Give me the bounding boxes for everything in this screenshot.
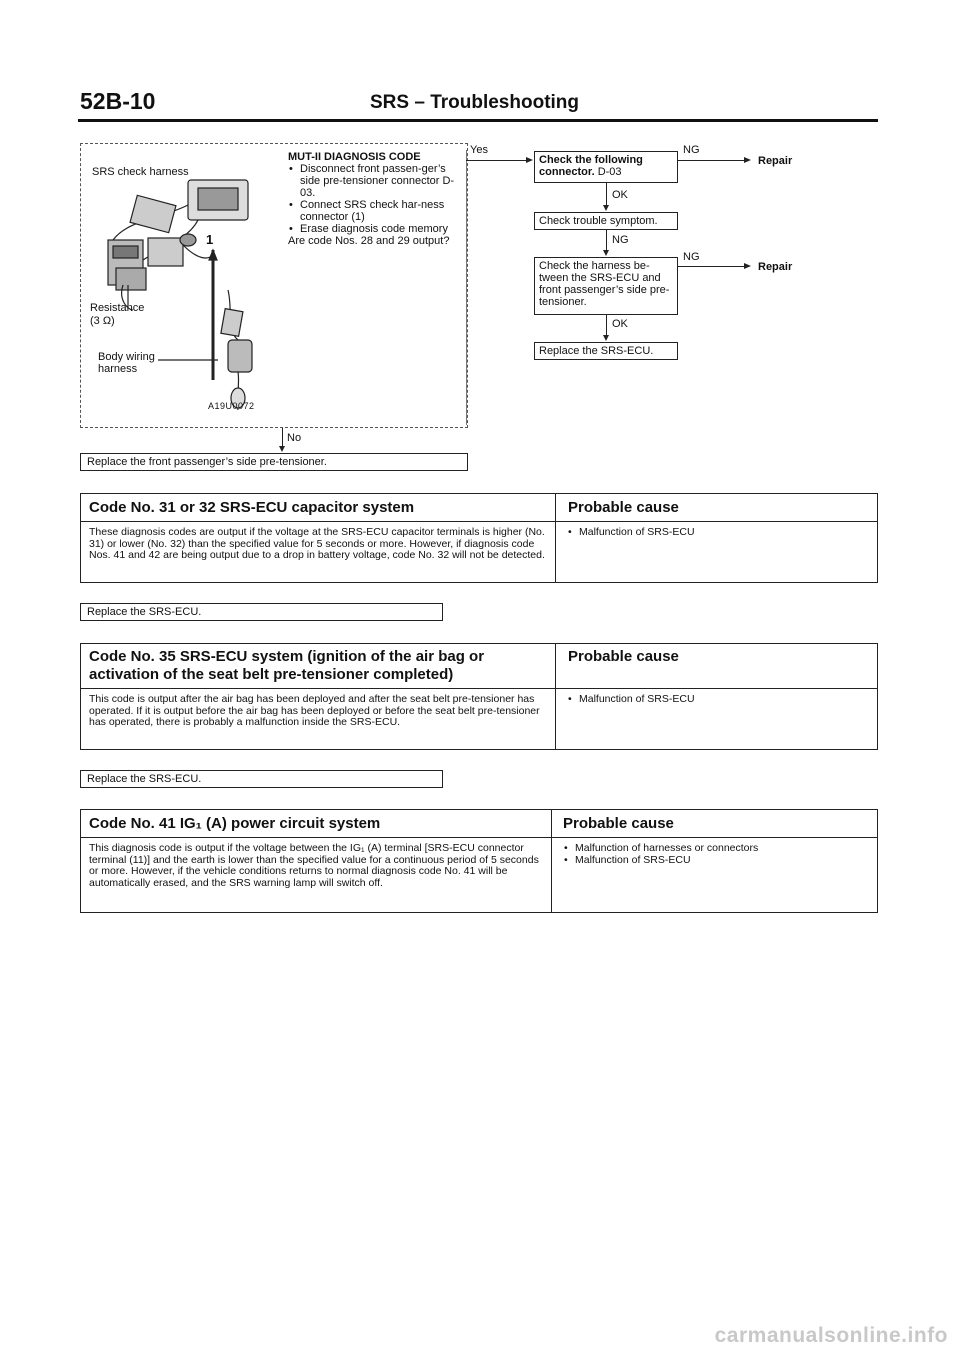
page-title: SRS – Troubleshooting xyxy=(370,92,580,113)
srs-harness-figure xyxy=(88,160,278,415)
repair-label-1: Repair xyxy=(758,155,793,167)
check-symptom-box xyxy=(534,212,678,230)
table-divider xyxy=(81,837,877,838)
code-31-32-body: These diagnosis codes are output if the voltage at the SRS-ECU capacitor terminals is higher (No. 31) or lower (No. 32) than the specified value for 5 seconds or more. However, if diagnosis code Nos. 41 and 42 are being output due to a drop in battery voltage, code No. 32 will not be detected. xyxy=(89,526,545,561)
no-connector xyxy=(282,428,283,446)
ng-label-2: NG xyxy=(612,234,629,246)
code-35-causes xyxy=(567,694,867,706)
check-symptom-text: Check trouble symptom. xyxy=(539,215,658,227)
code-31-32-table xyxy=(80,493,878,583)
check-connector-box xyxy=(534,151,678,183)
replace-pretensioner-box xyxy=(80,453,468,471)
check-connector-code: D-03 xyxy=(597,166,622,178)
code-41-body: This diagnosis code is output if the voltage between the IG₁ (A) terminal [SRS-ECU connector terminal (11)] and the earth is lower than the specified value for a continuous period of 5 seconds or more. However, if the vehicle conditions returns to normal diagnosis code No. 41 will be automatically erased, and the SRS warning lamp will switch off. xyxy=(89,842,539,889)
ng-label-3: NG xyxy=(683,251,700,263)
code-35-cause-head: Probable cause xyxy=(568,648,679,665)
ok1-connector xyxy=(606,183,607,205)
main-step-2: • Connect SRS check har-ness connector (1) xyxy=(288,199,458,223)
code-41-title: Code No. 41 IG₁ (A) power circuit system xyxy=(89,815,381,832)
harness-illustration-icon xyxy=(88,160,278,415)
cause-item: • Malfunction of SRS-ECU xyxy=(567,694,867,706)
code-31-32-causes xyxy=(567,527,867,539)
table-column-divider xyxy=(555,494,556,582)
yes-label: Yes xyxy=(470,144,488,156)
table-column-divider xyxy=(555,644,556,749)
code-35-body: This code is output after the air bag has been deployed and after the seat belt pre-tensioner has operated. If it is output before the air bag has been deployed or before the seat belt pre-tensioner has operated, there is probably a malfunction inside the SRS-ECU. xyxy=(89,693,540,728)
table-divider xyxy=(81,688,877,689)
ng-arrow-3-icon xyxy=(744,263,751,269)
main-box-right-edge xyxy=(466,150,467,425)
main-question-text: Are code Nos. 28 and 29 output? xyxy=(288,235,450,247)
yes-connector xyxy=(466,160,526,161)
figure-label-harness: SRS check harness xyxy=(92,166,189,178)
check-connector-text: Check the following connector. xyxy=(539,154,643,178)
code-35-title: Code No. 35 SRS-ECU system (ignition of the air bag or activation of the seat belt pre-tensioner completed) xyxy=(89,648,485,683)
main-question-box xyxy=(288,151,458,247)
repair-label-2: Repair xyxy=(758,261,793,273)
code-41-cause-head: Probable cause xyxy=(563,815,674,832)
figure-label-body-wiring: Body wiring xyxy=(98,351,155,363)
replace-ecu-text: Replace the SRS-ECU. xyxy=(539,345,654,357)
ng2-arrow-icon xyxy=(603,250,609,256)
code-31-32-cause-head: Probable cause xyxy=(568,499,679,516)
code-41-causes xyxy=(563,843,863,866)
figure-label-resistance: Resistance xyxy=(90,302,145,314)
code-31-32-title: Code No. 31 or 32 SRS-ECU capacitor system xyxy=(89,499,415,516)
main-step-1: • Disconnect front passen-ger’s side pre-tensioner connector D-03. xyxy=(288,163,458,199)
page-number: 52B-10 xyxy=(80,88,156,114)
ok-label-1: OK xyxy=(612,189,628,201)
ng-label-1: NG xyxy=(683,144,700,156)
figure-label-body-wiring-2: harness xyxy=(98,363,138,375)
check-harness-text: Check the harness be-tween the SRS-ECU and front passenger’s side pre-tensioner. xyxy=(539,260,670,308)
cause-item: • Malfunction of SRS-ECU xyxy=(563,855,863,867)
ok2-arrow-icon xyxy=(603,335,609,341)
main-question-title: MUT-II DIAGNOSIS CODE xyxy=(288,151,421,163)
figure-callout-1: 1 xyxy=(206,232,214,247)
no-arrow-icon xyxy=(279,446,285,452)
cause-item: • Malfunction of harnesses or connectors xyxy=(563,843,863,855)
ng-connector-1 xyxy=(678,160,744,161)
check-harness-box xyxy=(534,257,678,315)
ok-label-2: OK xyxy=(612,318,628,330)
code-31-32-action: Replace the SRS-ECU. xyxy=(87,606,202,618)
ng2-connector xyxy=(606,230,607,250)
watermark: carmanualsonline.info xyxy=(714,1324,948,1347)
ok2-connector xyxy=(606,315,607,335)
ng-connector-3 xyxy=(678,266,744,267)
header-rule xyxy=(78,119,878,122)
ok1-arrow-icon xyxy=(603,205,609,211)
figure-label-resistance-value: (3 Ω) xyxy=(90,315,115,327)
code-31-32-action-box xyxy=(80,603,443,621)
main-step-3: • Erase diagnosis code memory xyxy=(288,223,458,235)
code-35-action: Replace the SRS-ECU. xyxy=(87,773,202,785)
replace-pretensioner-text: Replace the front passenger’s side pre-tensioner. xyxy=(87,456,327,468)
code-35-table xyxy=(80,643,878,750)
no-label: No xyxy=(287,432,302,444)
yes-arrow-icon xyxy=(526,157,533,163)
cause-item: • Malfunction of SRS-ECU xyxy=(567,527,867,539)
code-35-action-box xyxy=(80,770,443,788)
replace-ecu-box xyxy=(534,342,678,360)
code-41-table xyxy=(80,809,878,913)
ng-arrow-1-icon xyxy=(744,157,751,163)
figure-id: A19U0072 xyxy=(208,401,255,411)
table-column-divider xyxy=(551,810,552,912)
table-divider xyxy=(81,521,877,522)
